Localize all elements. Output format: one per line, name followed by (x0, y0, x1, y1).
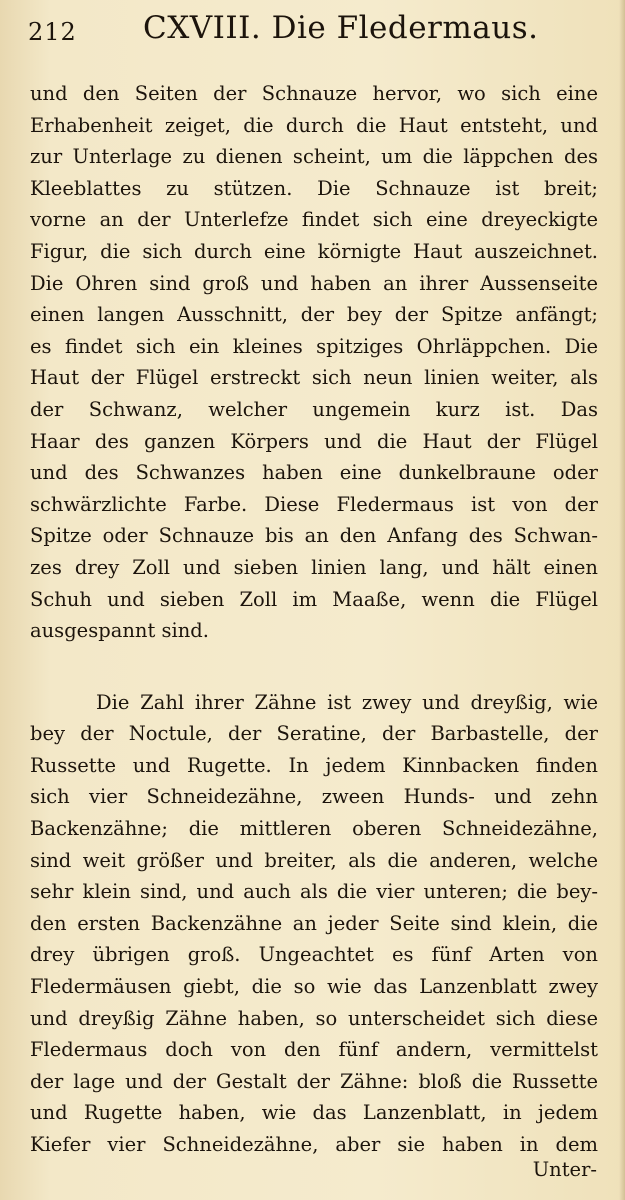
text-line: Kiefer vier Schneidezähne, aber sie haben in dem (30, 1133, 598, 1156)
text-line: vorne an der Unterlefze findet sich eine dreyeckigte (30, 208, 598, 232)
paragraph-2 (30, 687, 598, 1161)
paragraph-1 (30, 78, 598, 647)
text-line: Erhabenheit zeiget, die durch die Haut entsteht, und (30, 113, 598, 137)
text-line: der lage und der Gestalt der Zähne: bloß die Russette (30, 1069, 598, 1093)
text-line: Die Zahl ihrer Zähne ist zwey und dreyßig, wie (96, 690, 598, 714)
text-line: den ersten Backenzähne an jeder Seite sind klein, die (30, 911, 598, 935)
text-line: schwärzlichte Farbe. Diese Fledermaus ist von der (30, 492, 598, 516)
text-line: Haut der Flügel erstreckt sich neun linien weiter, als (30, 366, 598, 390)
text-line: einen langen Ausschnitt, der bey der Spitze anfängt; (30, 303, 598, 327)
text-line: und Rugette haben, wie das Lanzenblatt, in jedem (30, 1101, 598, 1125)
text-line: zur Unterlage zu dienen scheint, um die läppchen des (30, 145, 598, 169)
text-line: Die Ohren sind groß und haben an ihrer Aussenseite (30, 271, 598, 295)
catchword: Unter- (532, 1158, 597, 1181)
text-line: es findet sich ein kleines spitziges Ohrläppchen. Die (30, 334, 598, 358)
body-text (30, 78, 598, 1161)
text-line: Fledermäusen giebt, die so wie das Lanzenblatt zwey (30, 975, 598, 999)
text-line: Fledermaus doch von den fünf andern, vermittelst (30, 1038, 598, 1062)
running-title: CXVIII. Die Fledermaus. (143, 10, 539, 46)
page-edge (619, 0, 625, 1200)
text-line: Figur, die sich durch eine körnigte Haut auszeichnet. (30, 239, 598, 263)
text-line: und dreyßig Zähne haben, so unterscheidet sich diese (30, 1006, 598, 1030)
text-line: sehr klein sind, und auch als die vier unteren; die bey- (30, 880, 598, 904)
text-line: sich vier Schneidezähne, zween Hunds- und zehn (30, 785, 598, 809)
text-line: Russette und Rugette. In jedem Kinnbacken finden (30, 753, 598, 777)
text-line: Backenzähne; die mittleren oberen Schneidezähne, (30, 817, 598, 841)
paragraph-gap (30, 647, 598, 687)
text-line: und den Seiten der Schnauze hervor, wo sich eine (30, 82, 598, 105)
text-line: Schuh und sieben Zoll im Maaße, wenn die Flügel (30, 587, 598, 611)
page-header (28, 10, 598, 50)
page-number: 212 (28, 18, 77, 46)
text-line: Spitze oder Schnauze bis an den Anfang des Schwan- (30, 524, 598, 548)
text-line: drey übrigen groß. Ungeachtet es fünf Arten von (30, 943, 598, 967)
text-line: sind weit größer und breiter, als die anderen, welche (30, 848, 598, 872)
text-line: und des Schwanzes haben eine dunkelbraune oder (30, 461, 598, 485)
text-line: bey der Noctule, der Seratine, der Barbastelle, der (30, 722, 598, 746)
text-line: Haar des ganzen Körpers und die Haut der Flügel (30, 429, 598, 453)
text-line: Kleeblattes zu stützen. Die Schnauze ist breit; (30, 176, 598, 200)
text-line: ausgespannt sind. (30, 619, 209, 643)
text-line: der Schwanz, welcher ungemein kurz ist. Das (30, 397, 598, 421)
text-line: zes drey Zoll und sieben linien lang, und hält einen (30, 555, 598, 579)
